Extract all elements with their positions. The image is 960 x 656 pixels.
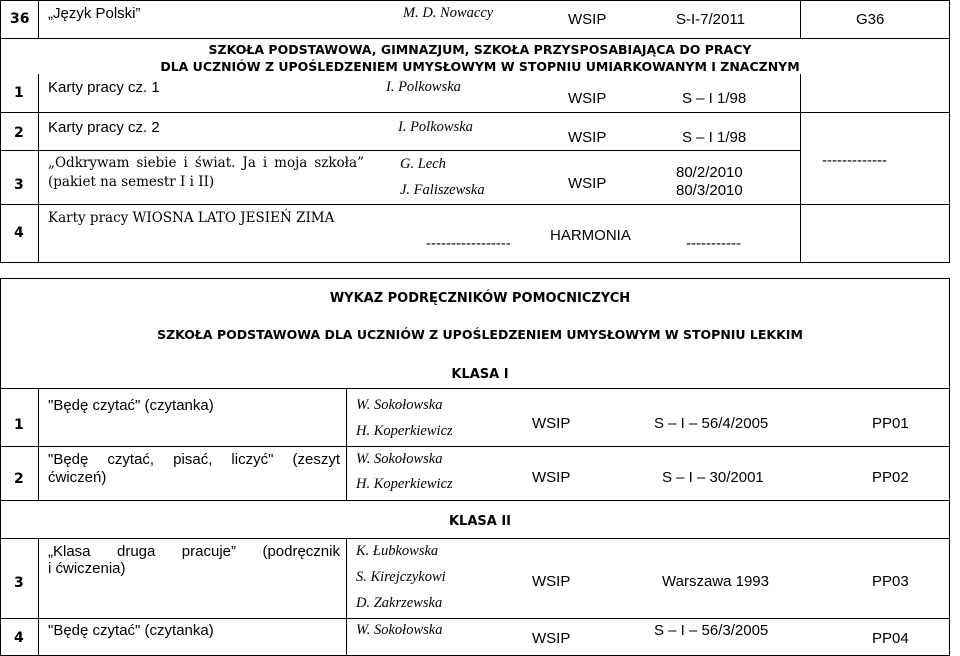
class-label: KLASA II (448, 514, 512, 529)
book-author: G. Lech (400, 156, 446, 172)
approval-number: 80/2/2010 (676, 164, 743, 181)
book-title: i ćwiczenia) (48, 560, 126, 577)
school-header: DLA UCZNIÓW Z UPOŚLEDZENIEM UMYSŁOWYM W STOPNIU UMIARKOWANYM I ZNACZNYM (160, 59, 800, 74)
row-number: 3 (14, 575, 24, 591)
publisher: WSIP (568, 129, 607, 146)
school-header: SZKOŁA PODSTAWOWA, GIMNAZJUM, SZKOŁA PRZYSPOSABIAJĄCA DO PRACY (208, 42, 752, 57)
class-label: KLASA I (451, 367, 509, 382)
grid-line (0, 388, 950, 389)
grid-line (0, 150, 800, 151)
grid-line (0, 446, 950, 447)
book-author: W. Sokołowska (356, 397, 443, 413)
approval-number: S-I-7/2011 (676, 11, 745, 28)
row-number: 2 (14, 125, 24, 141)
approval-number: S – I 1/98 (682, 129, 747, 146)
book-author: I. Polkowska (398, 119, 473, 135)
grid-line (0, 278, 950, 279)
book-title: „Język Polski” (48, 5, 141, 22)
grid-line (0, 112, 950, 113)
book-title: "Będę czytać" (czytanka) (48, 622, 214, 639)
row-number: 1 (14, 417, 24, 433)
book-author: M. D. Nowaccy (403, 5, 494, 21)
book-title: „Odkrywam siebie i świat. Ja i moja szkoła” (48, 155, 364, 171)
publisher: HARMONIA (550, 227, 631, 244)
grid-line (0, 204, 950, 205)
grid-line (38, 0, 39, 38)
approval-number: S – I – 56/4/2005 (654, 415, 769, 432)
book-code: PP02 (872, 469, 909, 486)
grid-line (38, 74, 39, 263)
row-number: 4 (14, 630, 24, 646)
book-author: S. Kirejczykowi (356, 569, 446, 585)
grid-line (0, 38, 950, 39)
publisher: WSIP (568, 175, 607, 192)
grid-line (0, 0, 950, 1)
grid-line (0, 618, 950, 619)
publisher: WSIP (532, 415, 571, 432)
approval-number: 80/3/2010 (676, 182, 743, 199)
book-title: ćwiczeń) (48, 469, 107, 486)
book-author: W. Sokołowska (356, 451, 443, 467)
book-author: H. Koperkiewicz (356, 476, 453, 492)
book-author: J. Faliszewska (400, 182, 485, 198)
approval-number: S – I 1/98 (682, 90, 747, 107)
book-title: „Klasa druga pracuje” (podręcznik (48, 543, 340, 560)
grid-line (800, 74, 801, 263)
book-title: Karty pracy cz. 2 (48, 119, 160, 136)
grid-line (0, 500, 950, 501)
row-number: 1 (14, 85, 24, 101)
book-author: H. Koperkiewicz (356, 423, 453, 439)
book-code: G36 (856, 11, 885, 28)
approval-number: S – I – 56/3/2005 (654, 622, 769, 639)
grid-line (0, 0, 1, 263)
book-author: W. Sokołowska (356, 622, 443, 638)
row-number: 3 (14, 177, 24, 193)
publisher: WSIP (532, 469, 571, 486)
grid-line (0, 538, 950, 539)
approval-number: S – I – 30/2001 (662, 469, 764, 486)
grid-line (38, 388, 39, 501)
grid-line (346, 538, 347, 656)
book-author: D. Zakrzewska (356, 595, 443, 611)
grid-line (949, 0, 950, 263)
publisher: WSIP (568, 11, 607, 28)
grid-line (800, 0, 801, 38)
section-subtitle: SZKOŁA PODSTAWOWA DLA UCZNIÓW Z UPOŚLEDZENIEM UMYSŁOWYM W STOPNIU LEKKIM (157, 327, 803, 342)
book-title: "Będę czytać" (czytanka) (48, 397, 214, 414)
book-title: Karty pracy WIOSNA LATO JESIEŃ ZIMA (48, 210, 335, 226)
approval-number: ----------- (686, 235, 741, 252)
publisher: WSIP (532, 573, 571, 590)
book-code: PP04 (872, 630, 909, 647)
book-title: Karty pracy cz. 1 (48, 79, 160, 96)
row-number: 2 (14, 471, 24, 487)
book-code: PP01 (872, 415, 909, 432)
grid-line (0, 262, 950, 263)
grid-line (38, 538, 39, 656)
grid-line (346, 388, 347, 501)
book-author: I. Polkowska (386, 79, 461, 95)
publisher: WSIP (532, 630, 571, 647)
section-title: WYKAZ PODRĘCZNIKÓW POMOCNICZYCH (329, 291, 631, 306)
book-code: PP03 (872, 573, 909, 590)
book-title: "Będę czytać, pisać, liczyć" (zeszyt (48, 451, 340, 468)
book-code: ------------- (822, 152, 887, 169)
book-author: K. Łubkowska (356, 543, 439, 559)
book-title: (pakiet na semestr I i II) (48, 174, 215, 190)
publisher: WSIP (568, 90, 607, 107)
row-number: 36 (10, 11, 30, 27)
row-number: 4 (14, 225, 24, 241)
approval-number: Warszawa 1993 (662, 573, 769, 590)
book-author: ----------------- (426, 235, 511, 252)
